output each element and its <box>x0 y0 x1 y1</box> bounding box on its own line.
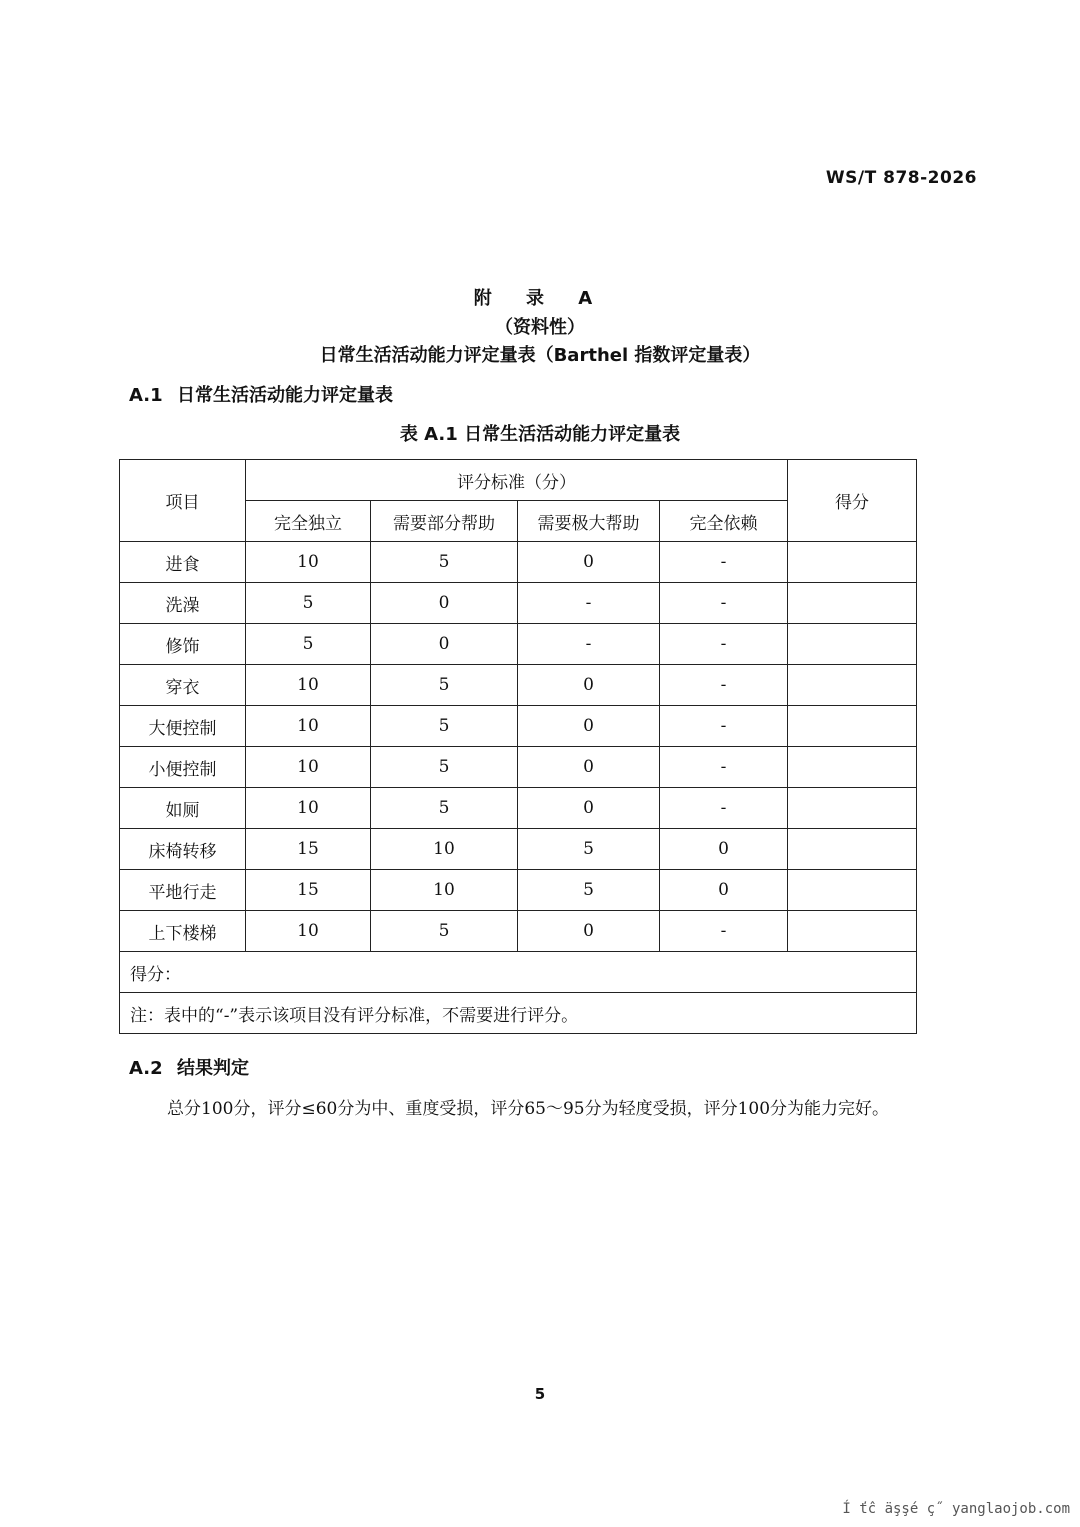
row-value: 10 <box>246 788 371 829</box>
score-cell[interactable] <box>788 911 917 952</box>
total-score-label[interactable]: 得分： <box>120 952 917 993</box>
row-item: 平地行走 <box>120 870 246 911</box>
score-cell[interactable] <box>788 788 917 829</box>
row-value: - <box>660 747 788 788</box>
total-score-row <box>120 952 917 993</box>
row-value: - <box>660 706 788 747</box>
row-item: 修饰 <box>120 624 246 665</box>
section-a2-heading <box>129 1054 249 1080</box>
row-value: - <box>518 624 660 665</box>
row-item: 小便控制 <box>120 747 246 788</box>
row-value: 10 <box>371 829 518 870</box>
appendix-nature: （资料性） <box>495 317 585 338</box>
standard-code: WS/T 878-2026 <box>825 168 977 188</box>
row-value: 10 <box>246 706 371 747</box>
row-value: 0 <box>660 870 788 911</box>
header-criteria: 评分标准（分） <box>246 460 788 501</box>
row-value: - <box>660 583 788 624</box>
row-value: 10 <box>246 542 371 583</box>
subheader-major-help: 需要极大帮助 <box>518 501 660 542</box>
row-item: 大便控制 <box>120 706 246 747</box>
row-value: - <box>660 788 788 829</box>
table-row <box>120 624 917 665</box>
subheader-partial-help: 需要部分帮助 <box>371 501 518 542</box>
watermark: Í ťĉ äşşé ç˝ yanglaojob.com <box>842 1501 1070 1517</box>
barthel-table <box>119 459 917 1034</box>
row-value: 0 <box>660 829 788 870</box>
row-item: 上下楼梯 <box>120 911 246 952</box>
row-item: 穿衣 <box>120 665 246 706</box>
section-a2-title: 结果判定 <box>177 1058 249 1079</box>
row-value: 10 <box>246 747 371 788</box>
section-a1-title: 日常生活活动能力评定量表 <box>177 385 393 406</box>
result-description: 总分100分，评分≤60分为中、重度受损，评分65～95分为轻度受损，评分100分为能力完好。 <box>167 1099 890 1119</box>
row-value: 5 <box>518 829 660 870</box>
row-value: 0 <box>518 747 660 788</box>
note-row <box>120 993 917 1034</box>
score-cell[interactable] <box>788 870 917 911</box>
score-cell[interactable] <box>788 706 917 747</box>
row-item: 如厕 <box>120 788 246 829</box>
row-value: 0 <box>518 706 660 747</box>
table-row <box>120 706 917 747</box>
row-value: 0 <box>518 542 660 583</box>
table-row <box>120 870 917 911</box>
row-value: 5 <box>246 624 371 665</box>
row-value: 5 <box>371 911 518 952</box>
score-cell[interactable] <box>788 583 917 624</box>
table-row <box>120 829 917 870</box>
subheader-independent: 完全独立 <box>246 501 371 542</box>
row-value: 0 <box>371 624 518 665</box>
row-value: - <box>518 583 660 624</box>
row-value: 0 <box>518 911 660 952</box>
table-row <box>120 583 917 624</box>
row-value: 5 <box>371 542 518 583</box>
row-value: 0 <box>371 583 518 624</box>
table-row <box>120 911 917 952</box>
row-value: 0 <box>518 665 660 706</box>
row-value: - <box>660 665 788 706</box>
section-a1-heading <box>129 381 393 407</box>
section-a1-number: A.1 <box>129 385 163 406</box>
section-a2-number: A.2 <box>129 1058 163 1079</box>
appendix-label: 附 录 A <box>473 288 607 309</box>
row-value: 10 <box>246 911 371 952</box>
table-row <box>120 747 917 788</box>
page-number: 5 <box>534 1385 546 1403</box>
score-cell[interactable] <box>788 624 917 665</box>
table-header-row <box>120 460 917 501</box>
row-value: 10 <box>371 870 518 911</box>
row-value: 0 <box>518 788 660 829</box>
row-value: 10 <box>246 665 371 706</box>
appendix-title: 日常生活活动能力评定量表（Barthel 指数评定量表） <box>319 345 761 366</box>
table-row <box>120 665 917 706</box>
row-item: 床椅转移 <box>120 829 246 870</box>
row-value: 5 <box>246 583 371 624</box>
row-value: 5 <box>518 870 660 911</box>
row-item: 洗澡 <box>120 583 246 624</box>
score-cell[interactable] <box>788 747 917 788</box>
row-value: - <box>660 624 788 665</box>
row-value: - <box>660 911 788 952</box>
subheader-dependent: 完全依赖 <box>660 501 788 542</box>
table-row <box>120 542 917 583</box>
header-item: 项目 <box>120 460 246 542</box>
row-value: 15 <box>246 870 371 911</box>
row-value: 5 <box>371 788 518 829</box>
row-value: 5 <box>371 747 518 788</box>
row-value: - <box>660 542 788 583</box>
score-cell[interactable] <box>788 665 917 706</box>
score-cell[interactable] <box>788 829 917 870</box>
row-item: 进食 <box>120 542 246 583</box>
row-value: 15 <box>246 829 371 870</box>
table-row <box>120 788 917 829</box>
row-value: 5 <box>371 706 518 747</box>
header-score: 得分 <box>788 460 917 542</box>
score-cell[interactable] <box>788 542 917 583</box>
row-value: 5 <box>371 665 518 706</box>
table-note: 注：表中的“-”表示该项目没有评分标准，不需要进行评分。 <box>120 993 917 1034</box>
table-caption: 表 A.1 日常生活活动能力评定量表 <box>399 424 681 445</box>
